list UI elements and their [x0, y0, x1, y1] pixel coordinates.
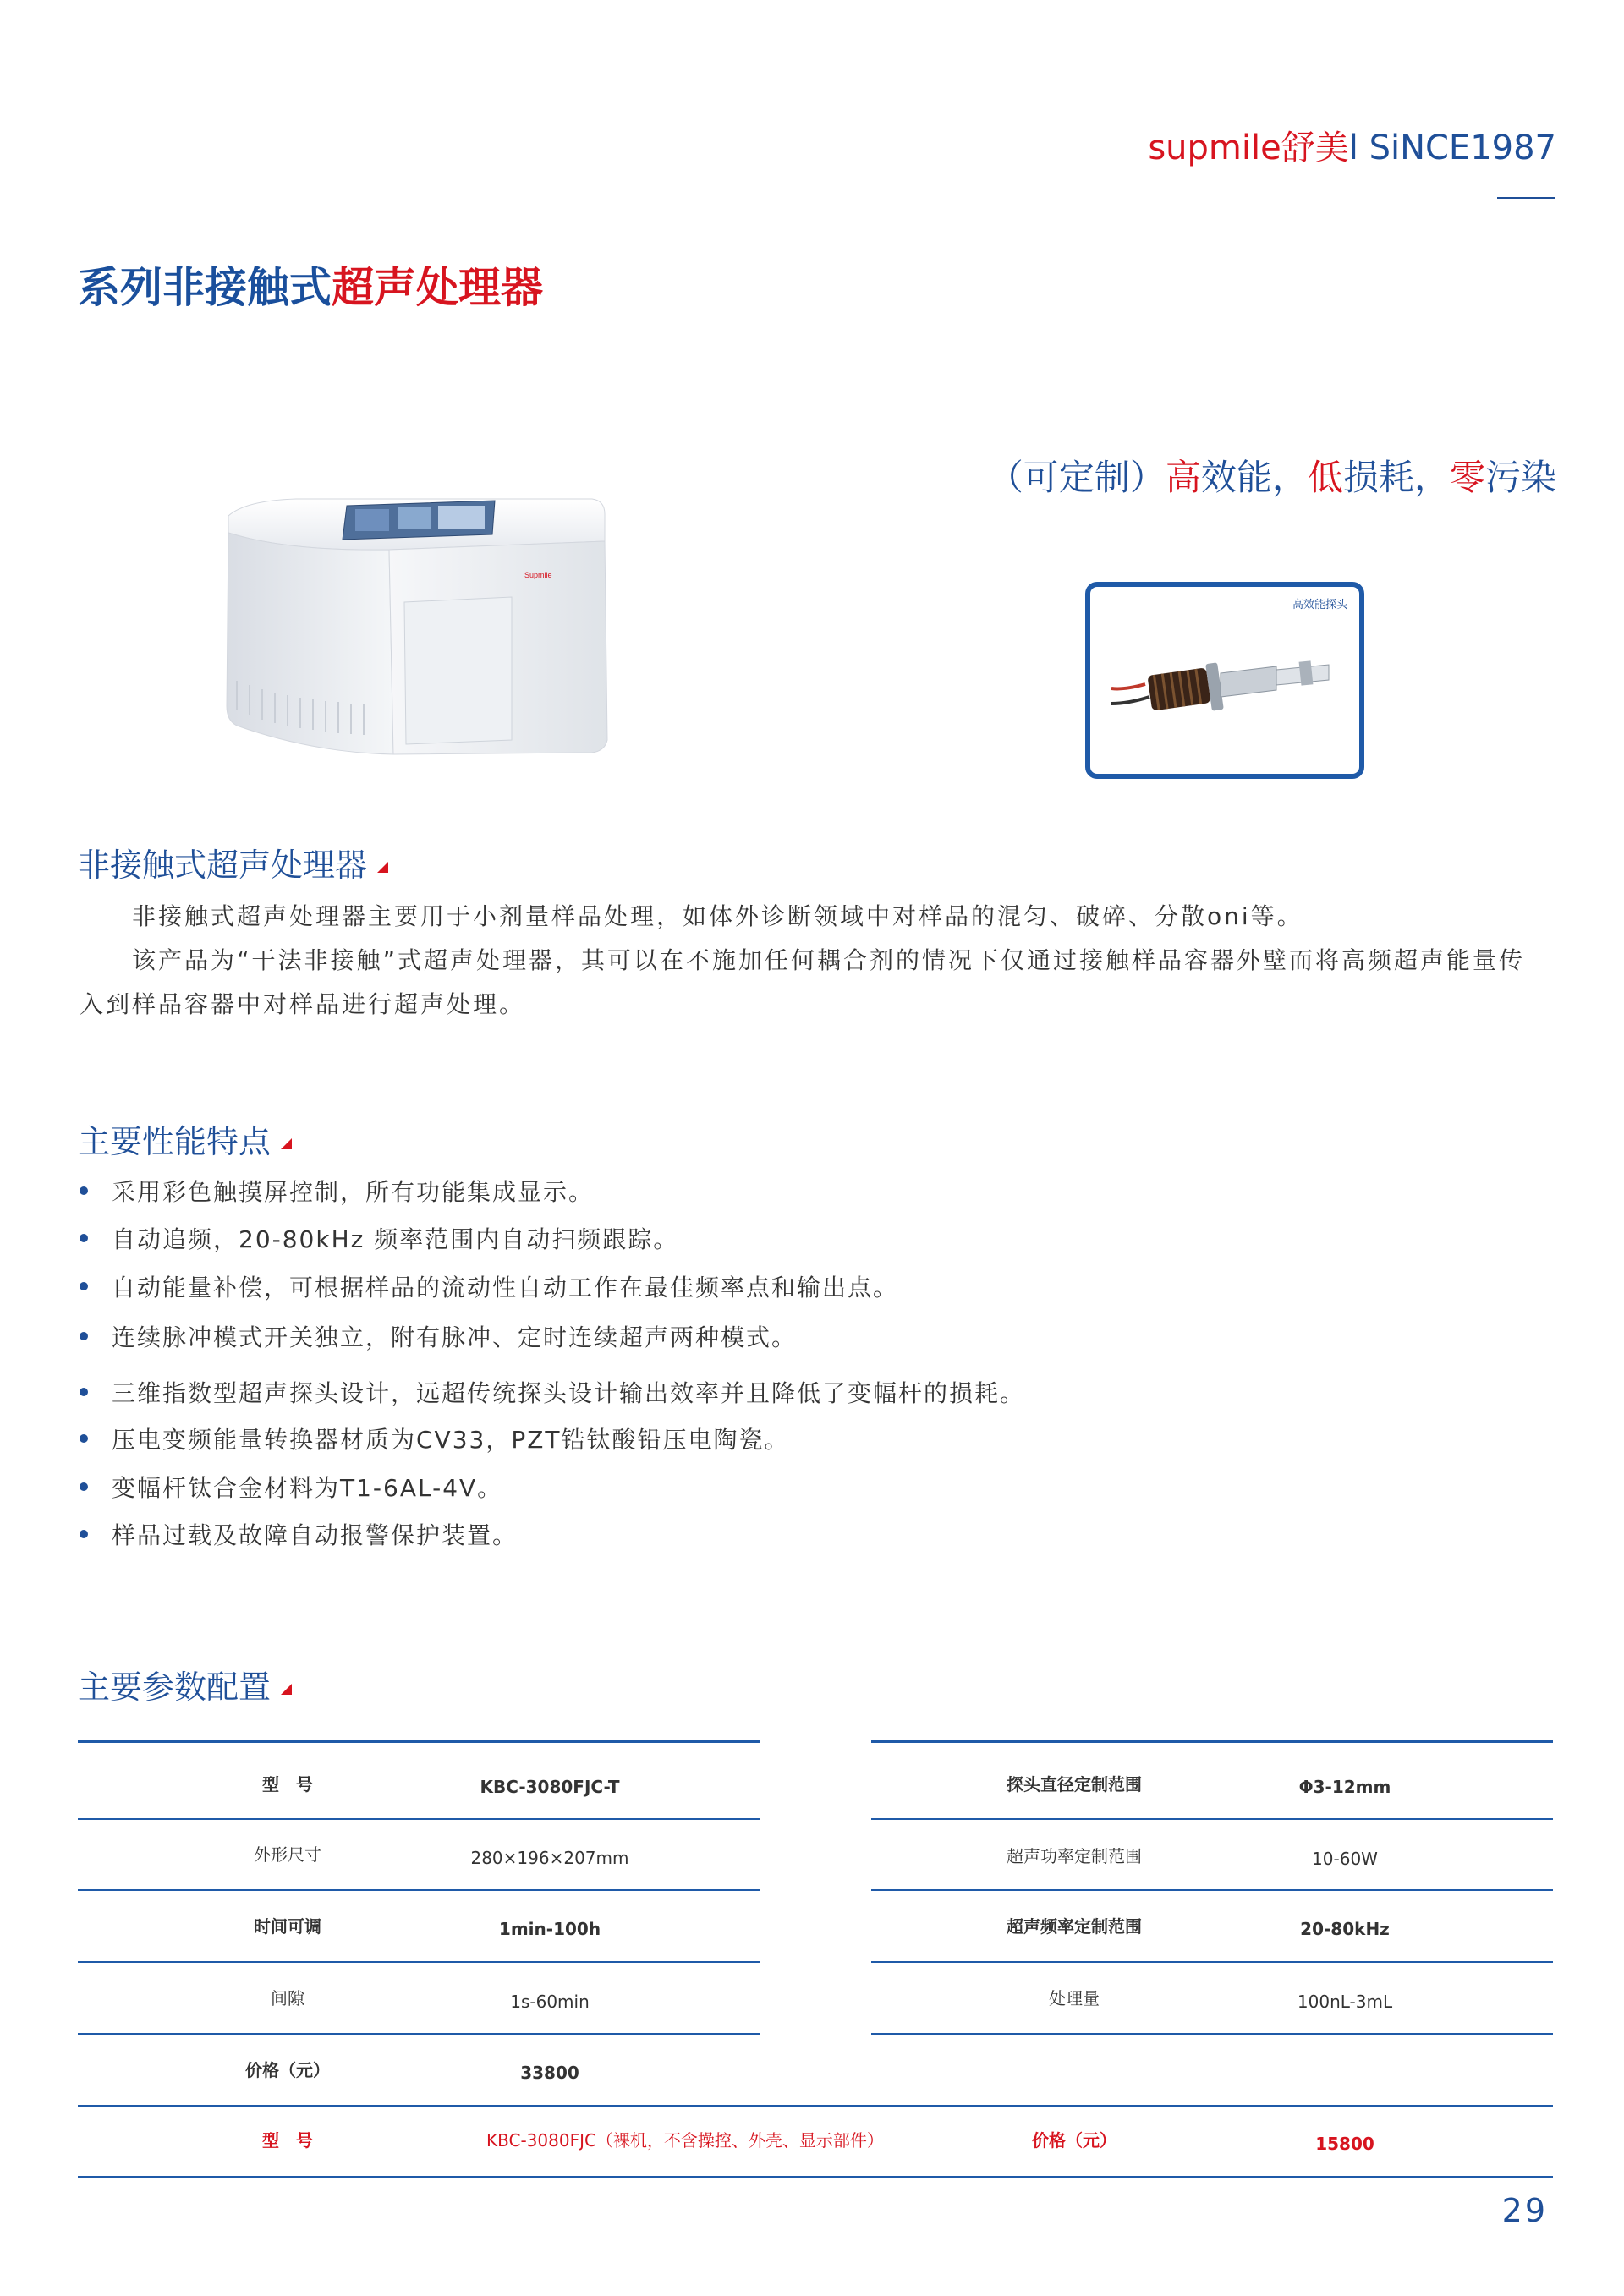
tagline-text-3: 污染 [1484, 457, 1556, 498]
table-rule [871, 1818, 1553, 1820]
table-rule [871, 1961, 1553, 1963]
table-rule [871, 1740, 1553, 1743]
param-value-gap: 1s-60min [510, 1992, 590, 2012]
feature-item [80, 1175, 594, 1209]
bullet-icon [80, 1282, 88, 1290]
intro-paragraph-1 [80, 895, 1551, 939]
tagline-text-2: 损耗， [1342, 457, 1450, 498]
params-heading-text: 主要参数配置 [78, 1669, 272, 1706]
brand-since: l SiNCE1987 [1348, 129, 1556, 167]
param-label-model: 型 号 [262, 1774, 313, 1795]
intro-heading [78, 844, 388, 886]
title-blue: 系列非接触式 [78, 263, 332, 312]
bullet-icon [80, 1388, 88, 1396]
intro-paragraph-1-text: 非接触式超声处理器主要用于小剂量样品处理，如体外诊断领域中对样品的混匀、破碎、分散oni等。 [132, 902, 1303, 930]
probe-image [1107, 638, 1352, 739]
param-label-time: 时间可调 [254, 1916, 321, 1937]
tagline-accent-3: 零 [1449, 457, 1485, 498]
heading-marker-icon [281, 1684, 292, 1695]
feature-text: 自动追频，20-80kHz 频率范围内自动扫频跟踪。 [112, 1225, 679, 1253]
intro-paragraph-2 [80, 939, 1551, 1027]
alt-price-label: 价格（元） [1032, 2130, 1116, 2151]
alt-price-value: 15800 [1315, 2134, 1374, 2154]
param-label-capacity: 处理量 [1049, 1988, 1100, 2008]
feature-item [80, 1377, 1025, 1411]
brand-name: supmile舒美 [1148, 129, 1349, 167]
price-label: 价格（元） [245, 2060, 330, 2080]
feature-text: 采用彩色触摸屏控制，所有功能集成显示。 [112, 1178, 595, 1206]
param-label-size: 外形尺寸 [254, 1844, 321, 1865]
feature-text: 连续脉冲模式开关独立，附有脉冲、定时连续超声两种模式。 [112, 1323, 798, 1351]
alt-model-label: 型 号 [262, 2130, 313, 2151]
feature-item [80, 1471, 502, 1505]
table-rule [871, 2033, 1553, 2035]
probe-label: 高效能探头 [1292, 599, 1347, 611]
table-rule [78, 1961, 760, 1963]
heading-marker-icon [377, 862, 388, 873]
table-rule [78, 1740, 760, 1743]
tagline [897, 452, 1556, 503]
param-value-power: 10-60W [1312, 1849, 1378, 1869]
param-label-frequency: 超声频率定制范围 [1007, 1916, 1142, 1937]
param-value-model: KBC-3080FJC-T [480, 1777, 620, 1797]
param-value-size: 280×196×207mm [470, 1848, 629, 1868]
param-value-probe-diameter: Φ3-12mm [1298, 1777, 1391, 1797]
brand-header [1083, 127, 1556, 169]
bullet-icon [80, 1482, 88, 1491]
intro-paragraph-2-text: 该产品为“干法非接触”式超声处理器，其可以在不施加任何耦合剂的情况下仅通过接触样品容器外壁而将高频超声能量传入到样品容器中对样品进行超声处理。 [80, 946, 1526, 1018]
param-label-power: 超声功率定制范围 [1007, 1846, 1142, 1866]
tagline-accent-1: 高 [1165, 457, 1201, 498]
param-label-gap: 间隙 [271, 1988, 304, 2008]
feature-text: 样品过载及故障自动报警保护装置。 [112, 1521, 518, 1549]
page-number: 29 [1501, 2192, 1548, 2229]
bullet-icon [80, 1530, 88, 1538]
title-red: 超声处理器 [332, 263, 543, 312]
param-value-capacity: 100nL-3mL [1297, 1992, 1393, 2012]
feature-text: 三维指数型超声探头设计，远超传统探头设计输出效率并且降低了变幅杆的损耗。 [112, 1379, 1026, 1407]
features-heading [78, 1121, 292, 1163]
feature-item [80, 1423, 790, 1457]
feature-text: 变幅杆钛合金材料为T1-6AL-4V。 [112, 1474, 503, 1502]
bullet-icon [80, 1332, 88, 1340]
table-rule [78, 2105, 1553, 2107]
table-rule [78, 2033, 760, 2035]
device-brand-text: Supmile [524, 571, 552, 579]
device-image [220, 457, 609, 778]
tagline-custom: （可定制） [987, 457, 1166, 498]
bullet-icon [80, 1234, 88, 1242]
table-rule [78, 1818, 760, 1820]
bullet-icon [80, 1434, 88, 1443]
page-title [78, 260, 543, 315]
feature-item [80, 1223, 678, 1257]
feature-item [80, 1519, 518, 1553]
param-label-probe-diameter: 探头直径定制范围 [1007, 1774, 1142, 1795]
price-value: 33800 [520, 2063, 579, 2083]
tagline-accent-2: 低 [1307, 457, 1343, 498]
feature-item [80, 1321, 797, 1355]
feature-text: 自动能量补偿，可根据样品的流动性自动工作在最佳频率点和输出点。 [112, 1274, 899, 1301]
table-rule [871, 1889, 1553, 1891]
param-value-frequency: 20-80kHz [1300, 1919, 1390, 1939]
table-rule [78, 1889, 760, 1891]
intro-heading-text: 非接触式超声处理器 [78, 847, 368, 884]
header-rule [1497, 197, 1555, 199]
param-value-time: 1min-100h [498, 1919, 601, 1939]
params-heading [78, 1666, 292, 1708]
features-heading-text: 主要性能特点 [78, 1123, 272, 1160]
bullet-icon [80, 1186, 88, 1195]
heading-marker-icon [281, 1138, 292, 1149]
probe-image-frame [1085, 582, 1364, 779]
tagline-text-1: 效能， [1200, 457, 1308, 498]
feature-item [80, 1271, 898, 1305]
alt-model-value: KBC-3080FJC（裸机，不含操控、外壳、显示部件） [486, 2130, 884, 2151]
table-rule [78, 2176, 1553, 2178]
feature-text: 压电变频能量转换器材质为CV33，PZT锆钛酸铅压电陶瓷。 [112, 1426, 790, 1454]
